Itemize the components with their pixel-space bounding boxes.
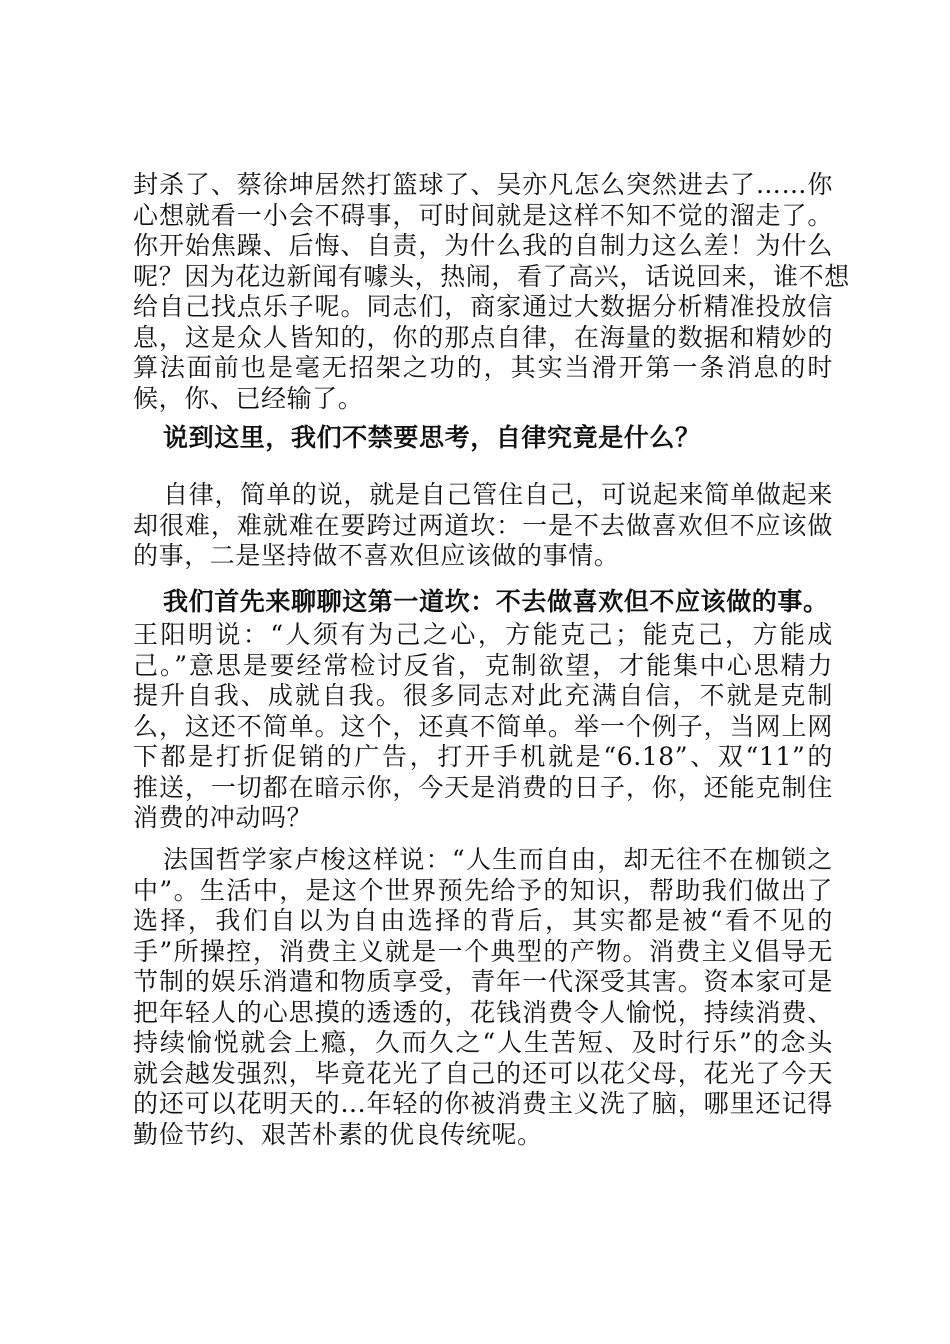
paragraph-line: 息，这是众人皆知的，你的那点自律，在海量的数据和精妙的 [133, 322, 833, 352]
paragraph-line: 心想就看一小会不碍事，可时间就是这样不知不觉的溜走了。 [133, 200, 833, 230]
paragraph-line: 下都是打折促销的广告，打开手机就是“6.18”、双“11”的 [133, 742, 833, 771]
paragraph-line: 王阳明说：“人须有为己之心，方能克己；能克己，方能成 [133, 620, 833, 649]
paragraph-2 [133, 480, 833, 572]
paragraph-line: 的还可以花明天的...年轻的你被消费主义洗了脑，哪里还记得 [133, 1089, 833, 1118]
paragraph-line: 么，这还不简单。这个，还真不简单。举一个例子，当网上网 [133, 711, 833, 741]
paragraph-line: 把年轻人的心思摸的透透的，花钱消费令人愉悦，持续消费、 [133, 997, 833, 1027]
section-heading-1 [163, 423, 763, 454]
paragraph-line: 节制的娱乐消遣和物质享受，青年一代深受其害。资本家可是 [133, 967, 833, 996]
paragraph-line: 算法面前也是毫无招架之功的，其实当滑开第一条消息的时 [133, 353, 833, 382]
heading-text: 说到这里，我们不禁要思考，自律究竟是什么？ [163, 423, 701, 452]
paragraph-line: 持续愉悦就会上瘾，久而久之“人生苦短、及时行乐”的念头 [133, 1028, 833, 1057]
paragraph-line: 呢？因为花边新闻有噱头，热闹，看了高兴，话说回来，谁不想 [133, 261, 850, 291]
paragraph-3 [133, 620, 833, 834]
paragraph-line: 的事，二是坚持做不喜欢但应该做的事情。 [133, 541, 620, 570]
paragraph-line: 却很难，难就难在要跨过两道坎：一是不去做喜欢但不应该做 [133, 510, 833, 540]
paragraph-4 [133, 845, 833, 1150]
paragraph-line: 己。”意思是要经常检讨反省，克制欲望，才能集中心思精力 [133, 650, 833, 680]
paragraph-line: 法国哲学家卢梭这样说：“人生而自由，却无往不在枷锁之 [163, 845, 833, 874]
paragraph-line: 你开始焦躁、后悔、自责，为什么我的自制力这么差！为什么 [133, 231, 833, 260]
paragraph-line: 选择，我们自以为自由选择的背后，其实都是被“看不见的 [133, 906, 833, 935]
heading-text: 我们首先来聊聊这第一道坎：不去做喜欢但不应该做的事。 [163, 587, 829, 616]
paragraph-line: 勤俭节约、艰苦朴素的优良传统呢。 [133, 1119, 543, 1149]
paragraph-line: 自律，简单的说，就是自己管住自己，可说起来简单做起来 [163, 480, 833, 509]
paragraph-line: 给自己找点乐子呢。同志们，商家通过大数据分析精准投放信 [133, 292, 833, 321]
paragraph-line: 中”。生活中，是这个世界预先给予的知识，帮助我们做出了 [133, 875, 833, 905]
paragraph-line: 就会越发强烈，毕竟花光了自己的还可以花父母，花光了今天 [133, 1058, 833, 1088]
paragraph-line: 消费的冲动吗？ [133, 803, 313, 832]
paragraph-line: 候，你、已经输了。 [133, 383, 364, 413]
paragraph-line: 封杀了、蔡徐坤居然打篮球了、吴亦凡怎么突然进去了……你 [133, 170, 833, 199]
paragraph-line: 手”所操控，消费主义就是一个典型的产物。消费主义倡导无 [133, 936, 833, 966]
paragraph-line: 推送，一切都在暗示你，今天是消费的日子，你，还能克制住 [133, 772, 833, 802]
paragraph-line: 提升自我、成就自我。很多同志对此充满自信，不就是克制 [133, 681, 833, 710]
paragraph-1 [133, 170, 850, 414]
section-heading-2 [163, 587, 833, 618]
